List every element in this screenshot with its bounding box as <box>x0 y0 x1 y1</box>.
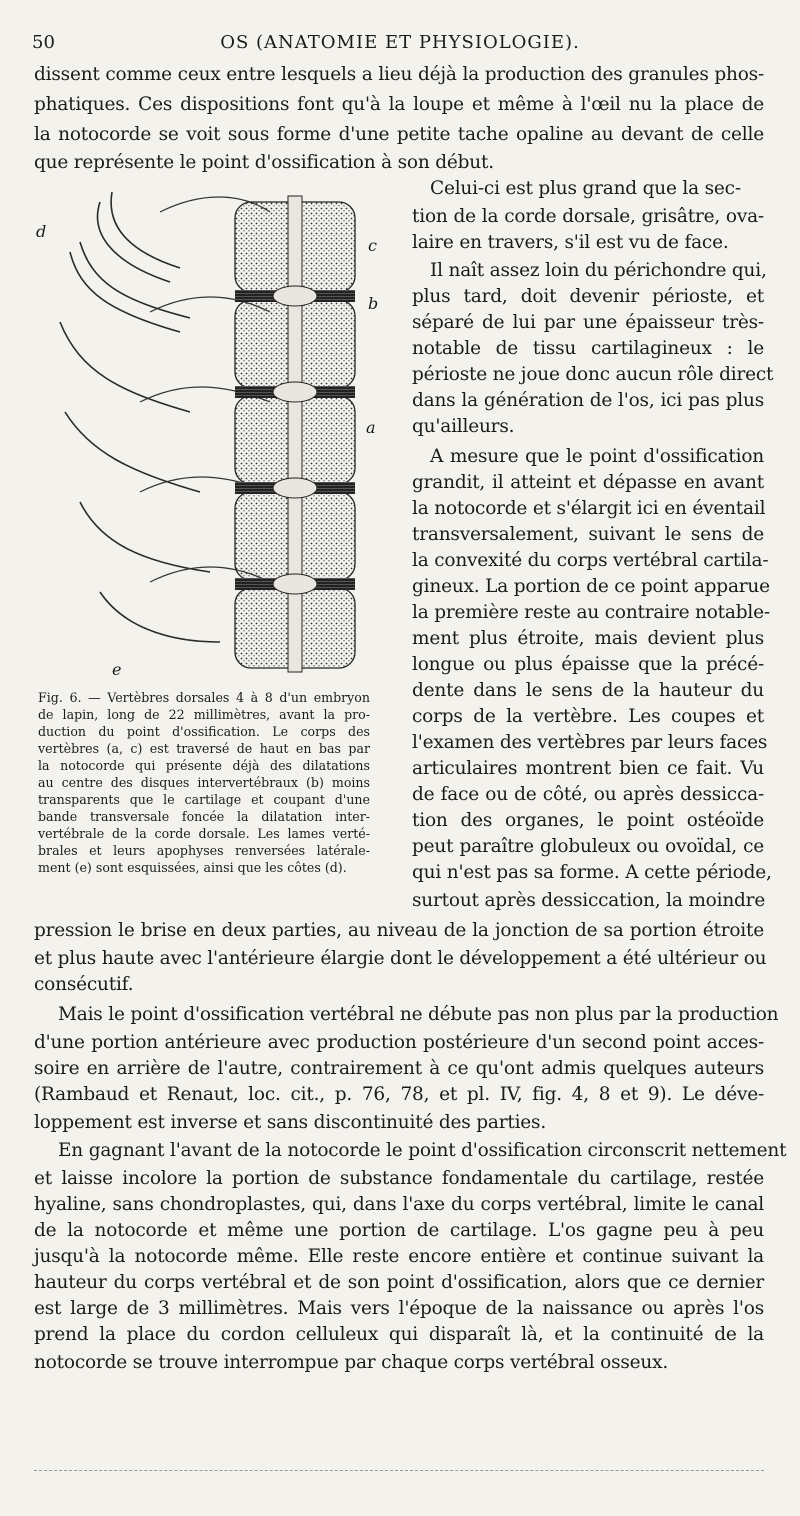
column-line: ment plus étroite, mais devient plus <box>412 628 764 649</box>
text-line: est large de 3 millimètres. Mais vers l'époque de la naissance ou après l'os <box>34 1298 764 1319</box>
column-line: qu'ailleurs. <box>412 416 515 437</box>
text-line: (Rambaud et Renaut, loc. cit., p. 76, 78, et pl. IV, fig. 4, 8 et 9). Le déve- <box>34 1084 764 1105</box>
figure-caption-line: vertèbres (a, c) est traversé de haut en bas par <box>38 741 370 756</box>
figure-caption-line: Fig. 6. — Vertèbres dorsales 4 à 8 d'un embryon <box>38 690 370 705</box>
column-line: qui n'est pas sa forme. A cette période, <box>412 862 772 883</box>
notochord-dilatation <box>273 574 317 594</box>
column-line: Il naît assez loin du périchondre qui, <box>430 260 767 281</box>
text-line: loppement est inverse et sans discontinuité des parties. <box>34 1112 547 1133</box>
text-line: phatiques. Ces dispositions font qu'à la loupe et même à l'œil nu la place de <box>34 94 764 115</box>
text-line: consécutif. <box>34 974 134 995</box>
figure-caption-line: bande transversale foncée la dilatation inter- <box>38 809 370 824</box>
column-line: laire en travers, s'il est vu de face. <box>412 232 729 253</box>
text-line: la notocorde se voit sous forme d'une petite tache opaline au devant de celle <box>34 124 764 145</box>
notochord-dilatation <box>273 286 317 306</box>
footer-rule <box>34 1470 764 1471</box>
column-line: surtout après dessiccation, la moindre <box>412 890 766 911</box>
column-line: longue ou plus épaisse que la précé- <box>412 654 764 675</box>
column-line: A mesure que le point d'ossification <box>430 446 764 467</box>
column-line: gineux. La portion de ce point apparue <box>412 576 770 597</box>
figure-caption-line: vertébrale de la corde dorsale. Les lames verté- <box>38 826 370 841</box>
text-line: d'une portion antérieure avec production postérieure d'un second point acces- <box>34 1032 764 1053</box>
text-line: et plus haute avec l'antérieure élargie dont le développement a été ultérieur ou <box>34 948 767 969</box>
text-line: dissent comme ceux entre lesquels a lieu déjà la production des granules phos- <box>34 64 764 85</box>
text-line: jusqu'à la notocorde même. Elle reste encore entière et continue suivant la <box>34 1246 764 1267</box>
rib <box>80 242 190 318</box>
text-line: et laisse incolore la portion de substance fondamentale du cartilage, restée <box>34 1168 764 1189</box>
column-line: tion des organes, le point ostéoïde <box>412 810 764 831</box>
column-line: de face ou de côté, ou après dessicca- <box>412 784 764 805</box>
column-line: peut paraître globuleux ou ovoïdal, ce <box>412 836 764 857</box>
figure-caption-line: la notocorde qui présente déjà des dilatations <box>38 758 370 773</box>
figure-caption-line: brales et leurs apophyses renversées latérale- <box>38 843 370 858</box>
running-header <box>32 32 768 58</box>
column-line: Celui-ci est plus grand que la sec- <box>430 178 741 199</box>
figure-caption-line: transparents que le cartilage et coupant d'une <box>38 792 370 807</box>
figure-label-e: e <box>112 660 122 679</box>
figure-caption-line: de lapin, long de 22 millimètres, avant la pro- <box>38 707 370 722</box>
figure-caption-line: ment (e) sont esquissées, ainsi que les côtes (d). <box>38 860 347 875</box>
column-line: séparé de lui par une épaisseur très- <box>412 312 764 333</box>
notochord-dilatation <box>273 478 317 498</box>
column-line: tion de la corde dorsale, grisâtre, ova- <box>412 206 764 227</box>
rib <box>80 502 210 572</box>
text-line: soire en arrière de l'autre, contrairement à ce qu'ont admis quelques auteurs <box>34 1058 764 1079</box>
rib <box>100 592 220 642</box>
notochord <box>288 196 302 672</box>
column-line: plus tard, doit devenir périoste, et <box>412 286 764 307</box>
column-line: la notocorde et s'élargit ici en éventail <box>412 498 766 519</box>
figure-label-a: a <box>366 418 376 437</box>
rib <box>70 252 180 332</box>
text-line: pression le brise en deux parties, au niveau de la jonction de sa portion étroite <box>34 920 764 941</box>
rib <box>98 202 170 282</box>
text-line: En gagnant l'avant de la notocorde le point d'ossification circonscrit nettement <box>58 1140 787 1161</box>
figure-label-b: b <box>368 294 379 313</box>
figure-caption-line: duction du point d'ossification. Le corps des <box>38 724 370 739</box>
text-line: que représente le point d'ossification à son début. <box>34 152 494 173</box>
text-line: notocorde se trouve interrompue par chaque corps vertébral osseux. <box>34 1352 669 1373</box>
column-line: dans la génération de l'os, ici pas plus <box>412 390 764 411</box>
column-line: transversalement, suivant le sens de <box>412 524 764 545</box>
column-line: articulaires montrent bien ce fait. Vu <box>412 758 764 779</box>
text-line: Mais le point d'ossification vertébral ne débute pas non plus par la production <box>58 1004 779 1025</box>
rib <box>111 192 180 268</box>
text-line: hyaline, sans chondroplastes, qui, dans l'axe du corps vertébral, limite le canal <box>34 1194 764 1215</box>
page-number: 50 <box>32 32 55 53</box>
figure-label-c: c <box>368 236 377 255</box>
column-line: notable de tissu cartilagineux : le <box>412 338 764 359</box>
text-line: prend la place du cordon celluleux qui disparaît là, et la continuité de la <box>34 1324 764 1345</box>
vertebrae-figure <box>40 172 380 682</box>
figure-caption-line: au centre des disques intervertébraux (b) moins <box>38 775 370 790</box>
notochord-dilatation <box>273 382 317 402</box>
column-line: corps de la vertèbre. Les coupes et <box>412 706 764 727</box>
column-line: l'examen des vertèbres par leurs faces <box>412 732 768 753</box>
column-line: dente dans le sens de la hauteur du <box>412 680 764 701</box>
running-title: OS (ANATOMIE ET PHYSIOLOGIE). <box>220 32 580 53</box>
column-line: périoste ne joue donc aucun rôle direct <box>412 364 774 385</box>
column-line: la première reste au contraire notable- <box>412 602 770 623</box>
rib <box>65 412 200 492</box>
figure-label-d: d <box>36 222 47 241</box>
text-line: hauteur du corps vertébral et de son point d'ossification, alors que ce dernier <box>34 1272 764 1293</box>
text-line: de la notocorde et même une portion de cartilage. L'os gagne peu à peu <box>34 1220 764 1241</box>
column-line: la convexité du corps vertébral cartila- <box>412 550 769 571</box>
rib <box>60 322 190 412</box>
column-line: grandit, il atteint et dépasse en avant <box>412 472 764 493</box>
